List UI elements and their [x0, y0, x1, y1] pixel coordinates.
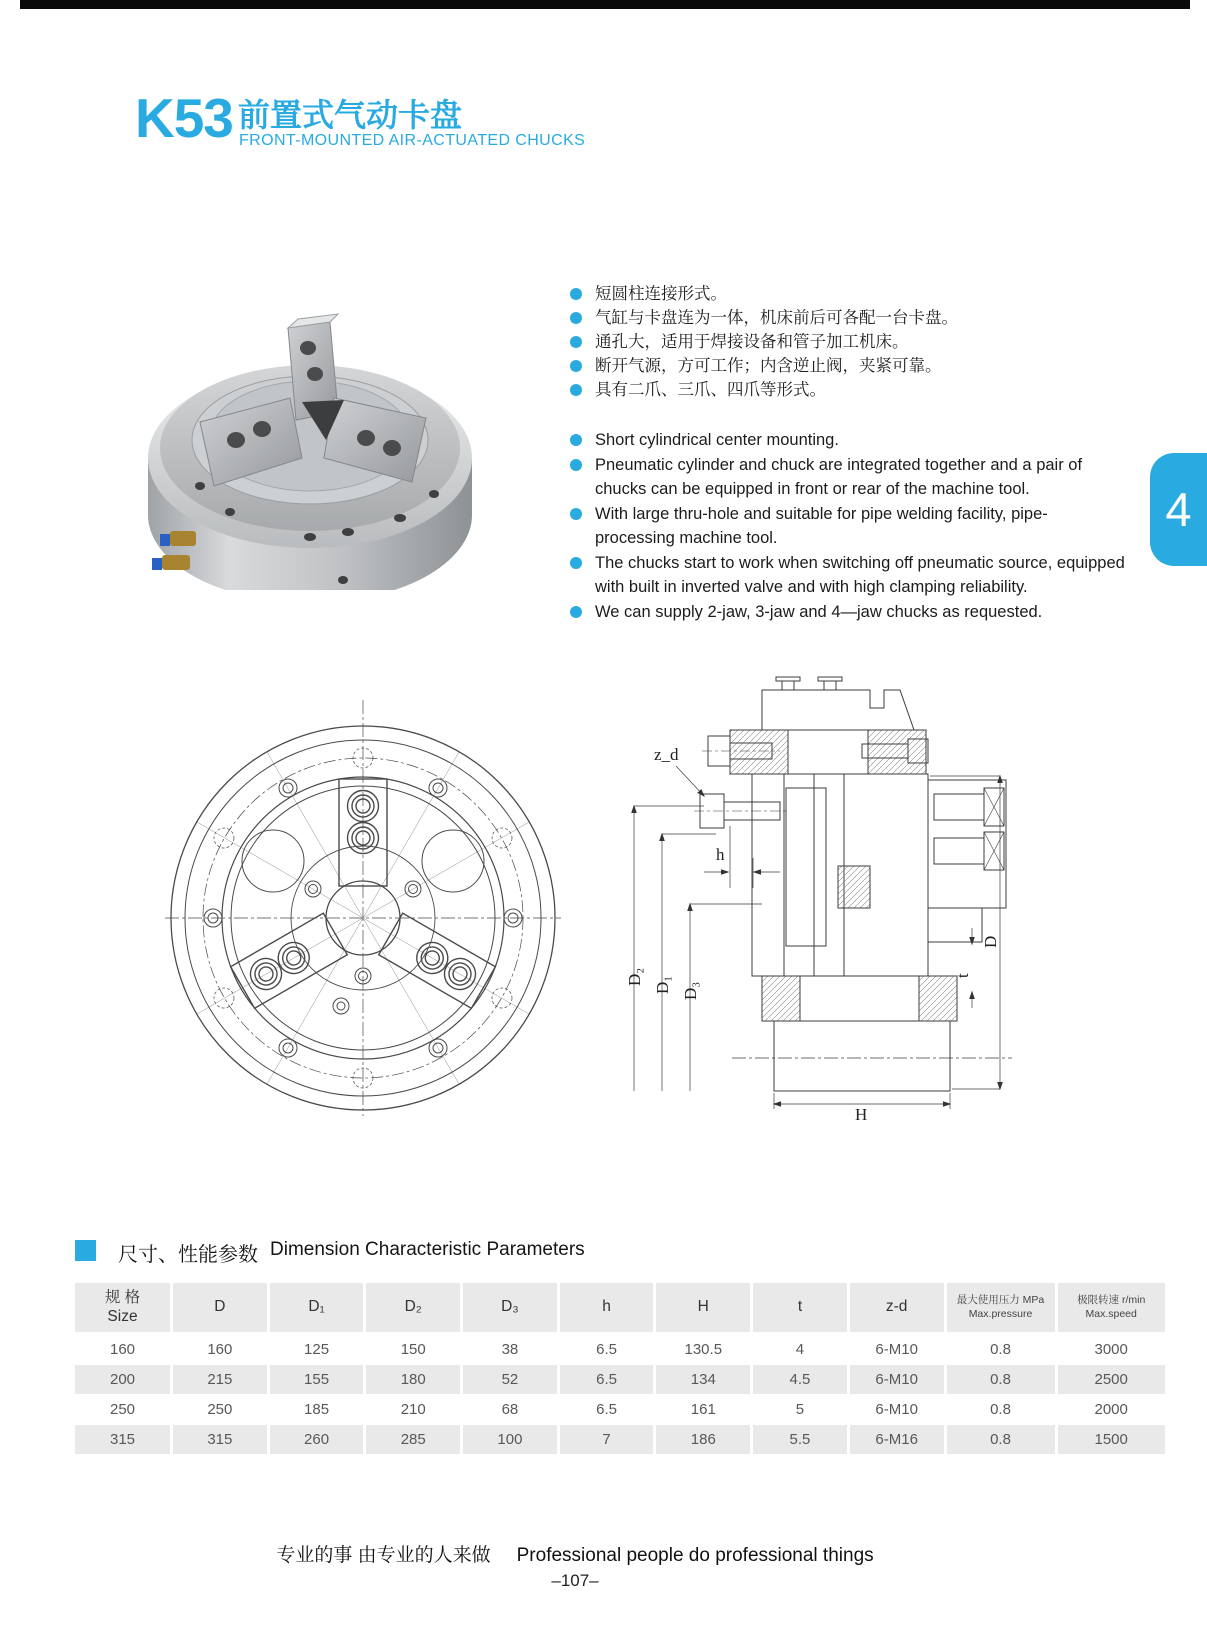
chapter-tab [1150, 453, 1207, 566]
feature-text: Pneumatic cylinder and chuck are integrated together and a pair of chucks can be equipped in front or rear of the machine tool. [595, 456, 1083, 498]
table-cell: 0.8 [947, 1365, 1055, 1394]
dim-label-d1: D₁ [653, 975, 672, 994]
feature-text: The chucks start to work when switching off pneumatic source, equipped with built in inverted valve and with high clamping reliability. [595, 554, 1125, 596]
feature-text: 断开气源，方可工作；内含逆止阀，夹紧可靠。 [595, 357, 942, 375]
dim-label-d2: D₂ [625, 967, 644, 986]
table-row [75, 1425, 1135, 1454]
feature-item [570, 551, 1126, 599]
slogan-cn: 专业的事 由专业的人来做 [276, 1545, 491, 1566]
bullet-dot-icon [570, 312, 582, 324]
page-title: 前置式气动卡盘 [238, 97, 463, 133]
header-cell: h [560, 1283, 654, 1332]
bullet-dot-icon [570, 384, 582, 396]
table-cell: 1500 [1058, 1425, 1165, 1454]
bullet-dot-icon [570, 459, 582, 471]
spec-table-header [75, 1283, 1146, 1332]
section-title-cn: 尺寸、性能参数 [118, 1244, 258, 1266]
header-cell: 规 格 Size [75, 1283, 170, 1332]
table-cell: 2500 [1058, 1365, 1165, 1394]
table-cell: 6.5 [560, 1365, 654, 1394]
bullet-dot-icon [570, 434, 582, 446]
feature-text: 短圆柱连接形式。 [595, 285, 727, 303]
dim-label-h: h [716, 845, 725, 864]
table-cell: 260 [270, 1425, 364, 1454]
table-cell: 210 [400, 1401, 426, 1418]
feature-item [570, 453, 1126, 501]
feature-item [570, 378, 1130, 402]
table-row [75, 1335, 1135, 1364]
table-cell: 215 [173, 1365, 267, 1394]
header-cell: 最大使用压力 MPa Max.pressure [947, 1283, 1055, 1332]
feature-item [570, 502, 1126, 550]
table-cell: 7 [560, 1425, 654, 1454]
feature-text: 气缸与卡盘连为一体，机床前后可各配一台卡盘。 [595, 309, 958, 327]
table-cell: 315 [75, 1425, 170, 1454]
feature-item [570, 354, 1130, 378]
table-cell: 285 [366, 1425, 460, 1454]
table-cell: 180 [366, 1365, 460, 1394]
feature-item [570, 306, 1130, 330]
table-cell: 6-M10 [875, 1341, 918, 1358]
table-cell: 0.8 [990, 1401, 1011, 1418]
table-cell: 4.5 [753, 1365, 847, 1394]
table-cell: 2000 [1094, 1401, 1128, 1418]
dim-label-d3: D₃ [681, 981, 700, 1000]
dim-label-hh: H [855, 1105, 868, 1121]
chapter-number: 4 [1165, 483, 1192, 536]
table-cell: 150 [400, 1341, 426, 1358]
table-cell: 3000 [1094, 1341, 1128, 1358]
table-cell: 315 [173, 1425, 267, 1454]
table-cell: 130.5 [684, 1341, 723, 1358]
table-cell: 125 [304, 1341, 330, 1358]
table-cell: 185 [304, 1401, 330, 1418]
table-cell: 161 [690, 1401, 716, 1418]
table-cell: 250 [207, 1401, 233, 1418]
feature-item [570, 330, 1130, 354]
table-cell: 0.8 [947, 1425, 1055, 1454]
bullet-dot-icon [570, 557, 582, 569]
dim-label-t: t [953, 973, 972, 978]
model-code: K53 [135, 87, 233, 149]
page-subtitle: FRONT-MOUNTED AIR-ACTUATED CHUCKS [239, 132, 586, 149]
bullet-dot-icon [570, 360, 582, 372]
table-cell: 200 [75, 1365, 170, 1394]
bullet-dot-icon [570, 606, 582, 618]
dim-label-zd: z_d [654, 745, 679, 764]
table-cell: 155 [270, 1365, 364, 1394]
table-cell: 68 [501, 1401, 519, 1418]
spec-table-body [75, 1335, 1135, 1454]
table-row [75, 1395, 1135, 1424]
header-cell: 极限转速 r/min Max.speed [1058, 1283, 1165, 1332]
bullet-dot-icon [570, 508, 582, 520]
feature-item [570, 282, 1130, 306]
feature-text: 通孔大，适用于焊接设备和管子加工机床。 [595, 333, 909, 351]
header-cell: D [173, 1283, 267, 1332]
table-cell: 5 [795, 1401, 805, 1418]
header-cell: D₂ [366, 1283, 460, 1332]
product-photo [138, 290, 483, 590]
header-cell: t [753, 1283, 847, 1332]
table-cell: 160 [109, 1341, 136, 1358]
feature-item [570, 600, 1126, 624]
spec-table [75, 1283, 1146, 1455]
table-cell: 160 [207, 1341, 233, 1358]
bullet-dot-icon [570, 288, 582, 300]
table-cell: 6-M10 [875, 1401, 918, 1418]
feature-item [570, 428, 1126, 452]
table-cell: 0.8 [990, 1341, 1011, 1358]
footer-slogan [0, 1540, 1150, 1567]
feature-text: We can supply 2-jaw, 3-jaw and 4—jaw chucks as requested. [595, 603, 1043, 621]
feature-text: Short cylindrical center mounting. [595, 431, 839, 449]
feature-text: 具有二爪、三爪、四爪等形式。 [595, 381, 826, 399]
table-cell: 250 [109, 1401, 136, 1418]
feature-text: With large thru-hole and suitable for pipe welding facility, pipe-processing machine tool. [595, 505, 1048, 547]
table-cell: 6-M10 [850, 1365, 944, 1394]
table-cell: 6-M16 [850, 1425, 944, 1454]
section-title-en: Dimension Characteristic Parameters [270, 1239, 585, 1260]
features-cn [570, 282, 1130, 402]
table-cell: 52 [463, 1365, 557, 1394]
header-cell: D₃ [463, 1283, 557, 1332]
table-cell: 5.5 [753, 1425, 847, 1454]
table-cell: 6.5 [596, 1341, 618, 1358]
table-cell: 186 [656, 1425, 750, 1454]
side-view-drawing [612, 676, 1012, 1121]
section-marker-icon [75, 1240, 96, 1261]
front-view-drawing [163, 698, 563, 1118]
bullet-dot-icon [570, 336, 582, 348]
features-en [570, 428, 1126, 625]
table-cell: 6.5 [596, 1401, 618, 1418]
dim-label-d: D [981, 935, 1000, 948]
table-cell: 4 [795, 1341, 805, 1358]
header-cell: z-d [850, 1283, 944, 1332]
table-cell: 134 [656, 1365, 750, 1394]
header-cell: D₁ [270, 1283, 364, 1332]
table-row [75, 1365, 1135, 1394]
top-rule-bar [20, 0, 1190, 9]
slogan-en: Professional people do professional things [516, 1545, 874, 1566]
page-number: –107– [551, 1571, 599, 1590]
table-cell: 100 [463, 1425, 557, 1454]
table-cell: 38 [501, 1341, 519, 1358]
header-cell: H [656, 1283, 750, 1332]
